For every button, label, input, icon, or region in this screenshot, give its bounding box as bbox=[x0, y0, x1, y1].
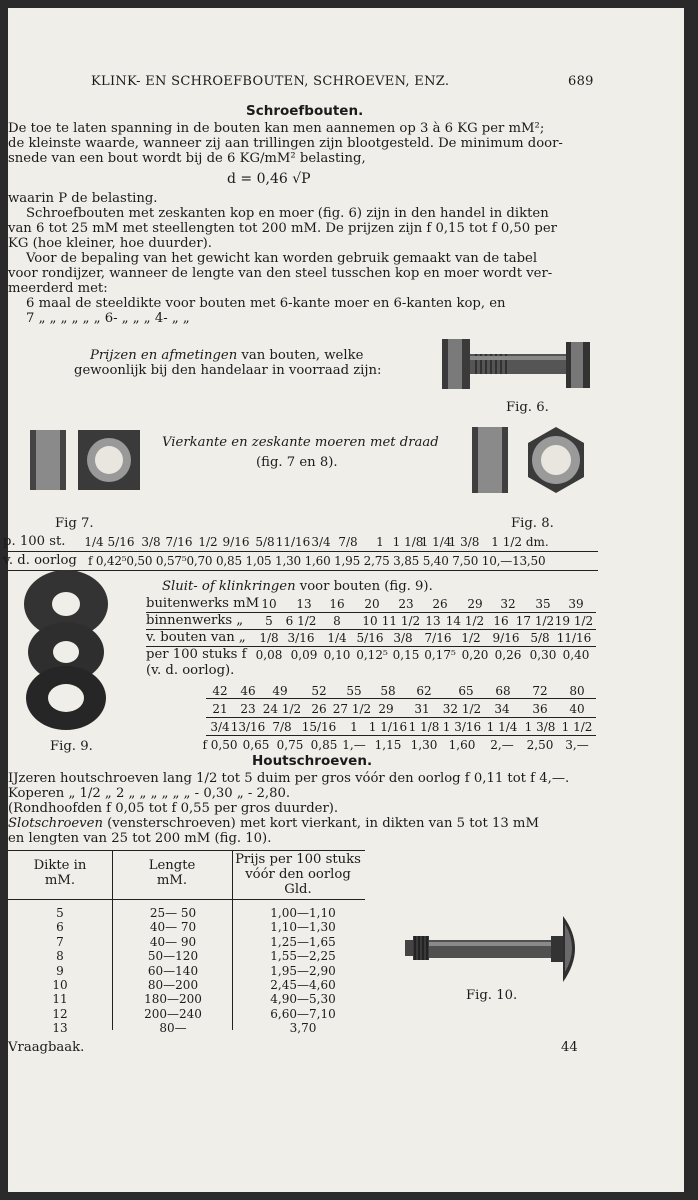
rings-row-label: buitenwerks mM bbox=[146, 596, 260, 611]
document-page bbox=[3, 8, 684, 1192]
slotschroeven-term: Slotschroeven bbox=[8, 816, 103, 831]
table-cell: 0,20 bbox=[461, 648, 489, 662]
table-cell: 3/8 bbox=[141, 535, 161, 549]
table-cell: 50—120 bbox=[147, 949, 199, 964]
bolt-table-row2-label: v. d. oorlog bbox=[3, 553, 77, 568]
table-cell: 3/8 bbox=[393, 631, 413, 645]
rings-row-1 bbox=[8, 614, 684, 628]
table-cell: 0,40 bbox=[562, 648, 590, 662]
table-cell: 1/4 bbox=[84, 535, 104, 549]
bolt-table-row2: f 0,42⁵0,50 0,57⁵0,70 0,85 1,05 1,30 1,60 1,95 2,75 3,85 5,40 7,50 10,—13,50 bbox=[88, 554, 546, 568]
table-cell: 1 1/2 bbox=[561, 720, 593, 734]
table-cell: 31 bbox=[414, 702, 430, 716]
table-cell: 1/4 bbox=[327, 631, 347, 645]
table-cell: 72 bbox=[532, 684, 548, 698]
table-cell: 13 bbox=[425, 614, 441, 628]
page-number: 689 bbox=[568, 74, 594, 89]
table-cell: 3,70 bbox=[289, 1021, 317, 1036]
rings2-row-2 bbox=[8, 720, 684, 734]
table-cell: 1/8 bbox=[259, 631, 279, 645]
fig6-caption bbox=[90, 348, 363, 363]
table-cell: 19 1/2 bbox=[554, 614, 594, 628]
screw-table-header-lengte bbox=[149, 858, 196, 888]
table-cell: 80— bbox=[159, 1021, 187, 1036]
paragraph-line-rest: (vensterschroeven) met kort vierkant, in dikten van 5 tot 13 mM bbox=[102, 816, 539, 831]
table-cell: 5 bbox=[265, 614, 273, 628]
table-cell: 1,30 bbox=[410, 738, 438, 752]
paragraph-line: Schroefbouten met zeskanten kop en moer (fig. 6) zijn in den handel in dikten bbox=[26, 206, 549, 221]
footer-number: 44 bbox=[561, 1040, 578, 1055]
square-nut-figure bbox=[30, 428, 142, 492]
screw-table-header-prijs bbox=[235, 852, 361, 897]
table-cell: 9/16 bbox=[222, 535, 250, 549]
table-cell: 5/8 bbox=[255, 535, 275, 549]
table-cell: 40— 90 bbox=[149, 934, 197, 949]
paragraph-line: 6 maal de steeldikte voor bouten met 6-kante moer en 6-kanten kop, en bbox=[26, 296, 506, 311]
table-cell: 5/16 bbox=[107, 535, 135, 549]
fig6-caption-rest: van bouten, welke bbox=[237, 348, 364, 363]
table-cell: 3/4 bbox=[210, 720, 230, 734]
table-cell: 65 bbox=[458, 684, 474, 698]
fig7-8-caption: Vierkante en zeskante moeren met draad bbox=[162, 435, 439, 450]
rings2-row-3 bbox=[8, 738, 684, 752]
table-cell: 1,— bbox=[342, 738, 366, 752]
table-cell: 55 bbox=[346, 684, 362, 698]
fig10-label: Fig. 10. bbox=[466, 988, 518, 1003]
table-cell: 62 bbox=[416, 684, 432, 698]
header-line: mM. bbox=[44, 873, 76, 888]
rings-caption-italic: Sluit- of klinkringen bbox=[162, 579, 296, 594]
table-cell: 5/8 bbox=[530, 631, 550, 645]
table-cell: 29 bbox=[378, 702, 394, 716]
table-cell: 11/16 bbox=[556, 631, 592, 645]
fig7-8-caption-line2: (fig. 7 en 8). bbox=[256, 455, 338, 470]
table-cell: 16 bbox=[329, 597, 345, 611]
paragraph-line: Voor de bepaling van het gewicht kan worden gebruik gemaakt van de tabel bbox=[26, 251, 538, 266]
table-cell: 32 bbox=[500, 597, 516, 611]
table-cell: 1,60 bbox=[448, 738, 476, 752]
table-cell: 13 bbox=[296, 597, 312, 611]
paragraph-line: de kleinste waarde, wanneer zij aan trillingen zijn blootgesteld. De minimum door- bbox=[8, 136, 563, 151]
rings2-row-0 bbox=[8, 684, 684, 698]
table-cell: 6 1/2 bbox=[285, 614, 317, 628]
carriage-bolt-figure bbox=[401, 910, 589, 986]
table-cell: 1,15 bbox=[374, 738, 402, 752]
table-cell: 23 bbox=[240, 702, 256, 716]
table-cell: 0,17⁵ bbox=[424, 648, 456, 662]
table-cell: 11 bbox=[52, 992, 68, 1007]
table-cell: 46 bbox=[240, 684, 256, 698]
hex-bolt-figure bbox=[438, 334, 594, 394]
section-title-houtschroeven: Houtschroeven. bbox=[252, 753, 373, 769]
running-title: KLINK- EN SCHROEFBOUTEN, SCHROEVEN, ENZ. bbox=[91, 74, 450, 89]
paragraph-line bbox=[8, 816, 539, 831]
table-cell: 10 bbox=[52, 978, 68, 992]
table-cell: 1,25—1,65 bbox=[270, 934, 336, 949]
table-cell: 80—200 bbox=[147, 978, 199, 992]
header-line: vóór den oorlog bbox=[245, 867, 351, 882]
table-cell: 7 bbox=[56, 934, 64, 949]
paragraph-line: IJzeren houtschroeven lang 1/2 tot 5 duim per gros vóór den oorlog f 0,11 tot f 4,—. bbox=[8, 771, 570, 786]
rings-row-0 bbox=[8, 597, 684, 611]
table-cell: 40 bbox=[569, 702, 585, 716]
table-cell: 0,65 bbox=[242, 738, 270, 752]
table-cell: 1 1/2 dm. bbox=[491, 535, 549, 549]
table-cell: 0,85 bbox=[310, 738, 338, 752]
table-cell: 32 1/2 bbox=[442, 702, 482, 716]
table-cell: 35 bbox=[535, 597, 551, 611]
rings-row-3 bbox=[8, 648, 684, 662]
bolt-table-row1-label: p. 100 st. bbox=[3, 534, 66, 549]
table-cell: 5/16 bbox=[356, 631, 384, 645]
paragraph-line: De toe te laten spanning in de bouten kan men aannemen op 3 à 6 KG per mM²; bbox=[8, 121, 545, 136]
table-cell: 16 bbox=[493, 614, 509, 628]
table-cell: 68 bbox=[495, 684, 511, 698]
table-cell: 12 bbox=[52, 1006, 68, 1021]
formula: d = 0,46 √P bbox=[227, 171, 311, 187]
paragraph-line: meerderd met: bbox=[8, 281, 108, 296]
table-cell: 17 1/2 bbox=[515, 614, 555, 628]
fig6-caption-italic: Prijzen en afmetingen bbox=[90, 348, 238, 363]
table-cell: 21 bbox=[212, 702, 228, 716]
table-cell: 1 3/16 bbox=[442, 720, 482, 734]
table-cell: 49 bbox=[272, 684, 288, 698]
table-cell: 14 1/2 bbox=[445, 614, 485, 628]
table-cell: 180—200 bbox=[144, 992, 202, 1007]
table-cell: 11/16 bbox=[275, 535, 311, 549]
table-rule bbox=[206, 735, 596, 736]
table-cell: 6,60—7,10 bbox=[270, 1006, 336, 1021]
table-cell: 27 1/2 bbox=[332, 702, 372, 716]
table-cell: 1 1/8 bbox=[408, 720, 440, 734]
table-cell: 8 bbox=[56, 949, 64, 964]
rings2-row-1 bbox=[8, 702, 684, 716]
fig6-caption-line2: gewoonlijk bij den handelaar in voorraad zijn: bbox=[74, 363, 382, 378]
table-cell: 8 bbox=[333, 614, 341, 628]
rings-caption-rest: voor bouten (fig. 9). bbox=[295, 579, 433, 594]
table-cell: 13 bbox=[52, 1021, 68, 1036]
table-cell: 42 bbox=[212, 684, 228, 698]
table-cell: 5 bbox=[56, 906, 64, 920]
table-cell: 2,50 bbox=[526, 738, 554, 752]
fig9-label: Fig. 9. bbox=[50, 739, 93, 754]
footer-signature: Vraagbaak. bbox=[8, 1040, 85, 1055]
hex-nut-figure bbox=[470, 423, 594, 499]
table-cell: 10 bbox=[261, 597, 277, 611]
table-cell: 24 1/2 bbox=[262, 702, 302, 716]
table-cell: 0,75 bbox=[276, 738, 304, 752]
paragraph-line: (Rondhoofden f 0,05 tot f 0,55 per gros duurder). bbox=[8, 801, 339, 816]
table-cell: 1 bbox=[350, 720, 358, 734]
table-cell: 0,12⁵ bbox=[356, 648, 388, 662]
rings-row-2 bbox=[8, 631, 684, 645]
table-cell: 80 bbox=[569, 684, 585, 698]
table-cell: 0,08 bbox=[255, 648, 283, 662]
table-cell: 1 3/8 bbox=[524, 720, 556, 734]
paragraph-line: en lengten van 25 tot 200 mM (fig. 10). bbox=[8, 831, 272, 846]
table-cell: 1,10—1,30 bbox=[270, 920, 336, 935]
table-cell: 1 bbox=[376, 535, 384, 549]
header-line: Dikte in bbox=[33, 858, 87, 873]
fig6-label: Fig. 6. bbox=[506, 400, 549, 415]
table-cell: 3/16 bbox=[287, 631, 315, 645]
screw-table-header-dikte bbox=[34, 858, 87, 888]
rings-caption bbox=[162, 579, 433, 594]
table-cell: 1,55—2,25 bbox=[270, 949, 336, 964]
table-rule bbox=[8, 899, 365, 900]
table-cell: 13/16 bbox=[230, 720, 266, 734]
table-cell: 1,00—1,10 bbox=[270, 906, 336, 920]
table-cell: 0,26 bbox=[494, 648, 522, 662]
table-rule bbox=[206, 717, 596, 718]
table-cell: 1 3/8 bbox=[448, 535, 480, 549]
table-cell: 23 bbox=[398, 597, 414, 611]
table-cell: 0,15 bbox=[392, 648, 420, 662]
table-cell: 34 bbox=[494, 702, 510, 716]
rings-row-label: binnenwerks „ bbox=[146, 613, 244, 628]
table-cell: 26 bbox=[311, 702, 327, 716]
table-cell: 3/4 bbox=[311, 535, 331, 549]
table-cell: 4,90—5,30 bbox=[270, 992, 336, 1007]
table-cell: 39 bbox=[568, 597, 584, 611]
header-line: Prijs per 100 stuks bbox=[235, 852, 361, 867]
header-line: Lengte bbox=[148, 858, 196, 873]
table-rule bbox=[8, 850, 365, 851]
table-rule bbox=[8, 551, 598, 552]
table-cell: 25— 50 bbox=[149, 906, 197, 920]
table-cell: 52 bbox=[311, 684, 327, 698]
rings-row-label: v. bouten van „ bbox=[146, 630, 246, 645]
table-cell: 58 bbox=[380, 684, 396, 698]
table-cell: 36 bbox=[532, 702, 548, 716]
bolt-table-row1 bbox=[8, 535, 684, 549]
table-cell: 6 bbox=[56, 920, 64, 935]
section-title-schroefbouten: Schroefbouten. bbox=[246, 103, 364, 119]
table-cell: 7/8 bbox=[272, 720, 292, 734]
table-cell: f 0,50 bbox=[202, 738, 238, 752]
table-cell: 1,95—2,90 bbox=[270, 963, 336, 978]
table-cell: 29 bbox=[467, 597, 483, 611]
table-cell: 200—240 bbox=[144, 1006, 202, 1021]
table-cell: 1 1/4 bbox=[486, 720, 518, 734]
header-line: mM. bbox=[156, 873, 188, 888]
table-cell: 40— 70 bbox=[149, 920, 197, 935]
table-cell: 1/2 bbox=[461, 631, 481, 645]
fig8-label: Fig. 8. bbox=[511, 516, 554, 531]
header-line: Gld. bbox=[284, 882, 312, 897]
table-cell: 2,— bbox=[490, 738, 514, 752]
table-cell: 1/2 bbox=[198, 535, 218, 549]
paragraph-line: voor rondijzer, wanneer de lengte van den steel tusschen kop en moer wordt ver- bbox=[8, 266, 553, 281]
rings-note: (v. d. oorlog). bbox=[146, 663, 235, 678]
rings-row-label: per 100 stuks f bbox=[146, 647, 247, 662]
table-cell: 0,30 bbox=[529, 648, 557, 662]
table-cell: 0,09 bbox=[290, 648, 318, 662]
table-cell: 60—140 bbox=[147, 963, 199, 978]
table-cell: 9 bbox=[56, 963, 64, 978]
table-cell: 7/8 bbox=[338, 535, 358, 549]
table-cell: 10 bbox=[362, 614, 378, 628]
table-cell: 1 1/8 bbox=[392, 535, 424, 549]
fig7-label: Fig 7. bbox=[55, 516, 94, 531]
table-cell: 7/16 bbox=[424, 631, 452, 645]
table-cell: 20 bbox=[364, 597, 380, 611]
table-cell: 7/16 bbox=[165, 535, 193, 549]
table-cell: 3,— bbox=[565, 738, 589, 752]
table-cell: 9/16 bbox=[492, 631, 520, 645]
table-cell: 0,10 bbox=[323, 648, 351, 662]
table-rule bbox=[206, 698, 596, 699]
table-cell: 1 1/16 bbox=[368, 720, 408, 734]
table-cell: 15/16 bbox=[301, 720, 337, 734]
table-cell: 1 1/4 bbox=[420, 535, 452, 549]
table-cell: 2,45—4,60 bbox=[270, 978, 336, 992]
table-cell: 26 bbox=[432, 597, 448, 611]
paragraph-line: snede van een bout wordt bij de 6 KG/mM² belasting, bbox=[8, 151, 366, 166]
paragraph-line: KG (hoe kleiner, hoe duurder). bbox=[8, 236, 212, 251]
table-cell: 11 1/2 bbox=[381, 614, 421, 628]
paragraph-line: waarin P de belasting. bbox=[8, 191, 158, 206]
paragraph-line: Koperen „ 1/2 „ 2 „ „ „ „ „ „ - 0,30 „ - 2,80. bbox=[8, 786, 291, 801]
paragraph-line: van 6 tot 25 mM met steellengten tot 200 mM. De prijzen zijn f 0,15 tot f 0,50 per bbox=[8, 221, 557, 236]
paragraph-line: 7 „ „ „ „ „ „ 6- „ „ „ 4- „ „ bbox=[26, 311, 190, 326]
